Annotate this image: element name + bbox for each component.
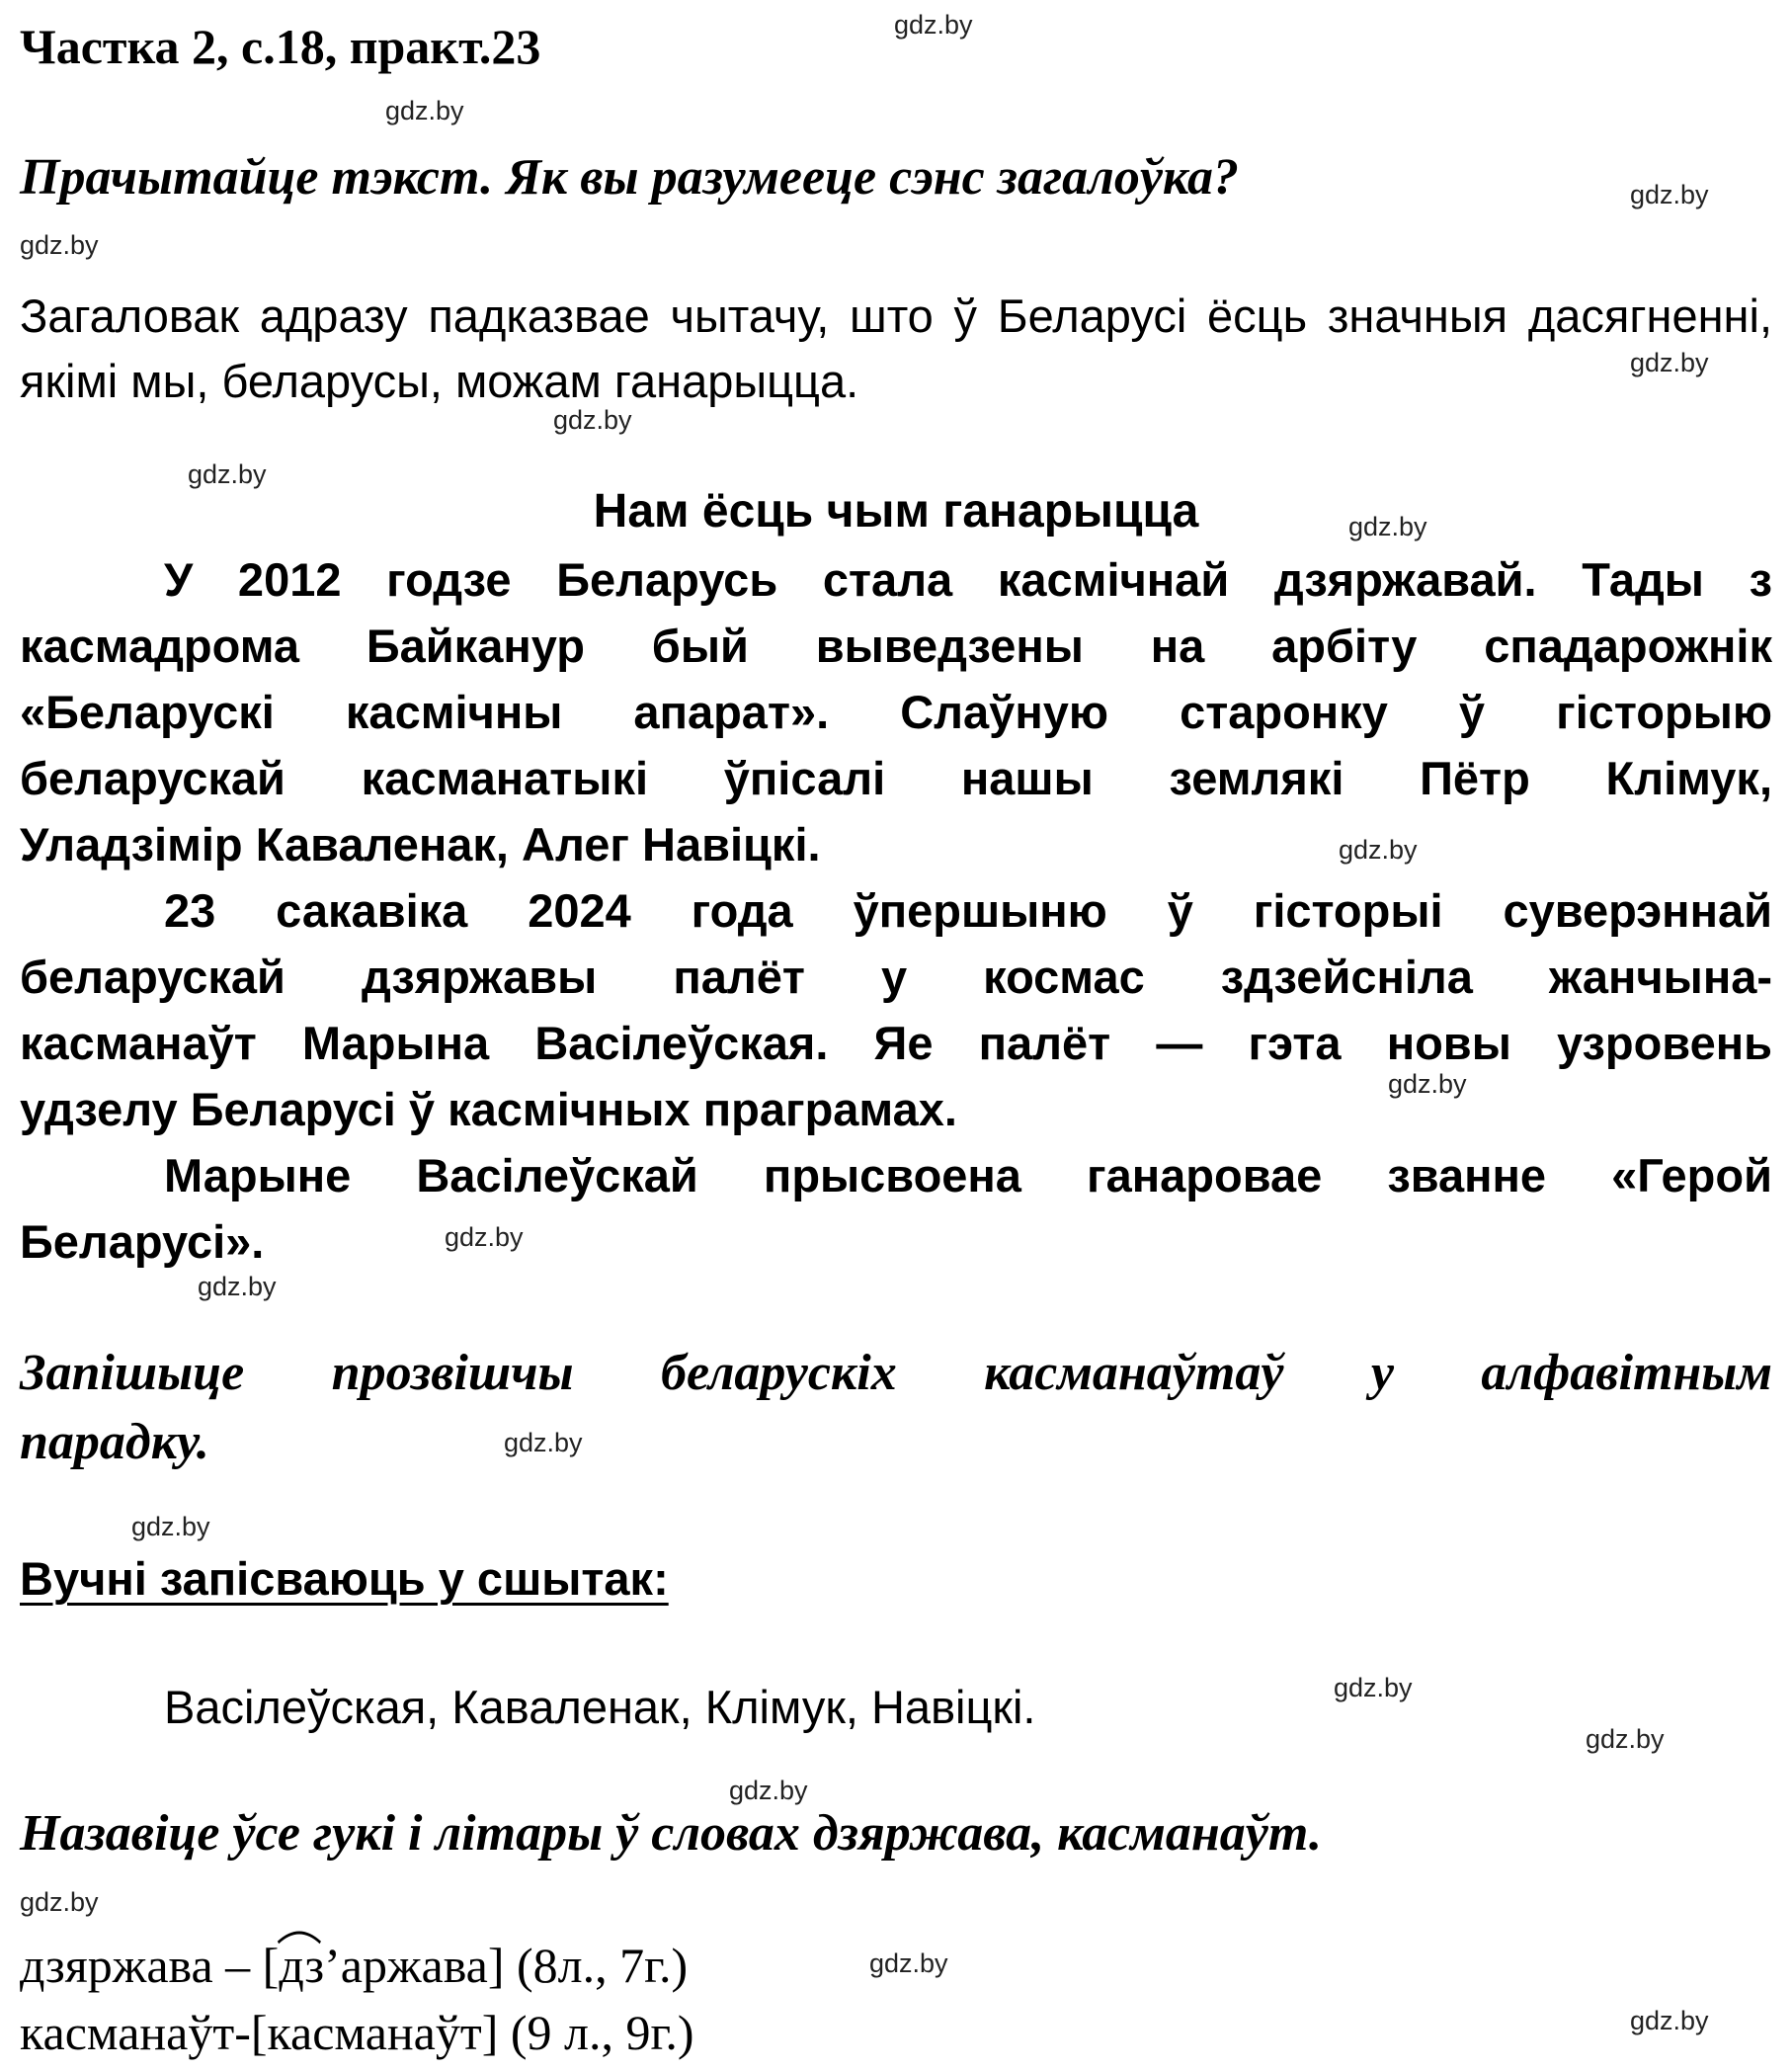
transcription-word-1: дзяржава – [ [20,1938,280,1993]
text-line: «Беларускі касмічны апарат». Слаўную старонку ў гісторыю [20,686,1772,738]
text-line: 23 сакавіка 2024 года ўпершыню ў гісторыі суверэннай [164,884,1772,937]
watermark: gdz.by [729,1776,808,1805]
text-line: беларускай дзяржавы палёт у космас здзейсніла жанчына- [20,951,1772,1003]
text-line: касмадрома Байканур бый выведзены на арбіту спадарожнік [20,620,1772,672]
watermark: gdz.by [198,1272,277,1301]
watermark: gdz.by [1334,1673,1413,1702]
watermark: gdz.by [1630,348,1709,377]
task3-question: Назавіце ўсе гукі і літары ў словах дзяржава, касманаўт. [20,1805,1322,1862]
watermark: gdz.by [869,1948,948,1978]
watermark: gdz.by [445,1222,524,1252]
text-line: беларускай касманатыкі ўпісалі нашы землякі Пётр Клімук, [20,752,1772,804]
transcription-row-2: касманаўт-[касманаўт] (9 л., 9г.) [20,2005,694,2060]
text-heading: Нам ёсць чым ганарыцца [593,485,1199,538]
watermark: gdz.by [1339,835,1418,865]
watermark: gdz.by [894,10,973,40]
task2-label: Вучні запісваюць у сшытак: [20,1552,669,1605]
watermark: gdz.by [385,96,464,125]
text-line: Уладзімір Каваленак, Алег Навіцкі. [20,818,821,870]
transcription-rest-1: ’аржава] (8л., 7г.) [324,1938,689,1993]
task1-answer: Загаловак адразу падказвае чытачу, што ў Беларусі ёсць значныя дасягненні, якімі мы, беларусы, можам ганарыцца. [20,290,1772,407]
watermark: gdz.by [1586,1724,1665,1754]
transcription-row-1 [20,1937,688,1994]
watermark: gdz.by [553,405,632,435]
watermark: gdz.by [1630,2006,1709,2035]
watermark: gdz.by [20,230,99,260]
task2-answer: Васілеўская, Каваленак, Клімук, Навіцкі. [164,1681,1036,1733]
text-line: удзелу Беларусі ў касмічных праграмах. [20,1083,957,1135]
arc-icon [277,1927,322,1945]
text-line: Марыне Васілеўскай прысвоена ганаровае званне «Герой [164,1149,1772,1201]
task2-question [20,1339,1772,1477]
text-line: касманаўт Марына Васілеўская. Яе палёт — гэта новы узровень [20,1017,1772,1069]
watermark: gdz.by [1630,180,1709,209]
affricate-letters: дз [279,1938,325,1993]
task1-question: Прачытайце тэкст. Як вы разумееце сэнс загалоўка? [20,149,1239,206]
page-title: Частка 2, с.18, практ.23 [20,19,541,74]
watermark: gdz.by [188,459,267,489]
watermark: gdz.by [1388,1069,1467,1099]
watermark: gdz.by [20,1887,99,1917]
affricate-mark [279,1937,324,1994]
watermark: gdz.by [1348,512,1427,541]
watermark: gdz.by [504,1428,583,1457]
task2-question-line1: Запішыце прозвішчы беларускіх касманаўтаў у алфавітным [20,1345,1772,1401]
text-line: У 2012 годзе Беларусь стала касмічнай дзяржавай. Тады з [164,553,1772,606]
task2-question-line2: парадку. [20,1414,209,1470]
text-line: Беларусі». [20,1215,265,1268]
main-text [20,546,1772,1275]
watermark: gdz.by [131,1512,210,1541]
